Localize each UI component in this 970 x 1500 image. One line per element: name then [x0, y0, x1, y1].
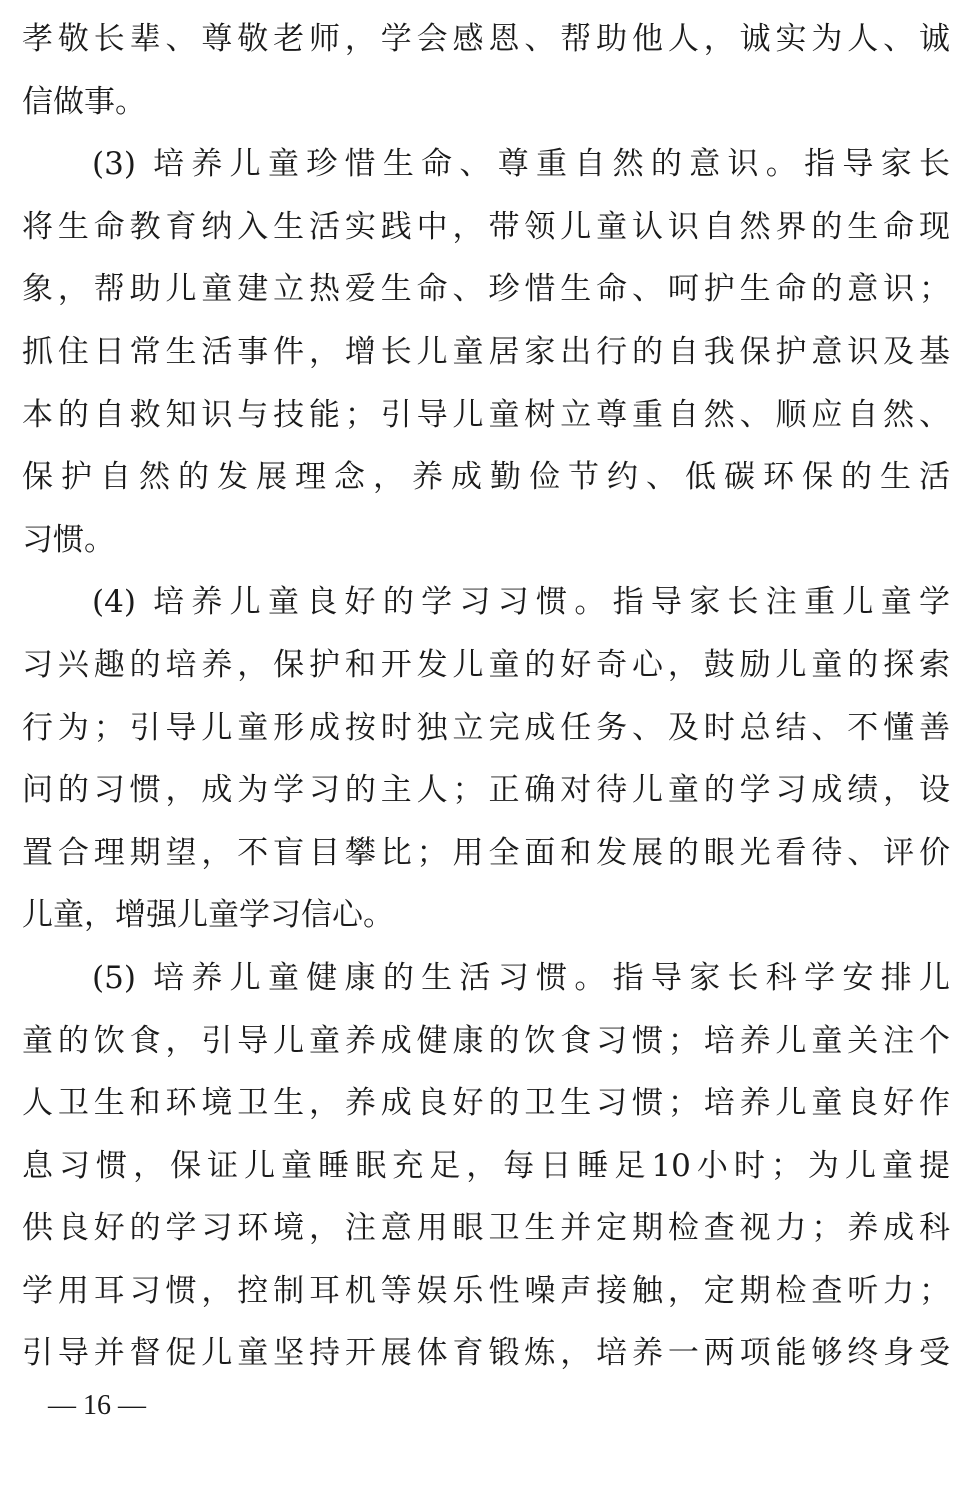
- text-line: 本的自救知识与技能；引导儿童树立尊重自然、顺应自然、: [22, 396, 950, 433]
- text-line: 童的饮食，引导儿童养成健康的饮食习惯；培养儿童关注个: [22, 1022, 950, 1059]
- paragraph-start-line: (4) 培养儿童良好的学习习惯。指导家长注重儿童学: [92, 584, 950, 621]
- page-number: — 16 —: [48, 1390, 146, 1421]
- paragraph-start-line: (3) 培养儿童珍惜生命、尊重自然的意识。指导家长: [92, 146, 950, 183]
- text-line: 息习惯，保证儿童睡眠充足，每日睡足10小时；为儿童提: [22, 1147, 950, 1184]
- text-line: 问的习惯，成为学习的主人；正确对待儿童的学习成绩，设: [22, 772, 950, 809]
- text-line: 儿童，增强儿童学习信心。: [22, 897, 394, 934]
- text-line: 学用耳习惯，控制耳机等娱乐性噪声接触，定期检查听力；: [22, 1272, 950, 1309]
- text-line: 保护自然的发展理念，养成勤俭节约、低碳环保的生活: [22, 459, 950, 496]
- text-line: 置合理期望，不盲目攀比；用全面和发展的眼光看待、评价: [22, 834, 950, 871]
- text-line: 习兴趣的培养，保护和开发儿童的好奇心，鼓励儿童的探索: [22, 646, 950, 683]
- text-line: 孝敬长辈、尊敬老师，学会感恩、帮助他人，诚实为人、诚: [22, 21, 950, 57]
- text-line: 信做事。: [22, 83, 146, 120]
- paragraph-start-line: (5) 培养儿童健康的生活习惯。指导家长科学安排儿: [92, 959, 950, 996]
- text-line: 供良好的学习环境，注意用眼卫生并定期检查视力；养成科: [22, 1210, 950, 1247]
- text-line: 人卫生和环境卫生，养成良好的卫生习惯；培养儿童良好作: [22, 1085, 950, 1122]
- text-line: 象，帮助儿童建立热爱生命、珍惜生命、呵护生命的意识；: [22, 271, 950, 308]
- text-line: 习惯。: [22, 521, 115, 558]
- text-line: 行为；引导儿童形成按时独立完成任务、及时总结、不懂善: [22, 709, 950, 746]
- text-line: 将生命教育纳入生活实践中，带领儿童认识自然界的生命现: [22, 208, 950, 245]
- document-body: [22, 8, 950, 1385]
- text-line: 引导并督促儿童坚持开展体育锻炼，培养一两项能够终身受: [22, 1335, 950, 1372]
- text-line: 抓住日常生活事件，增长儿童居家出行的自我保护意识及基: [22, 333, 950, 370]
